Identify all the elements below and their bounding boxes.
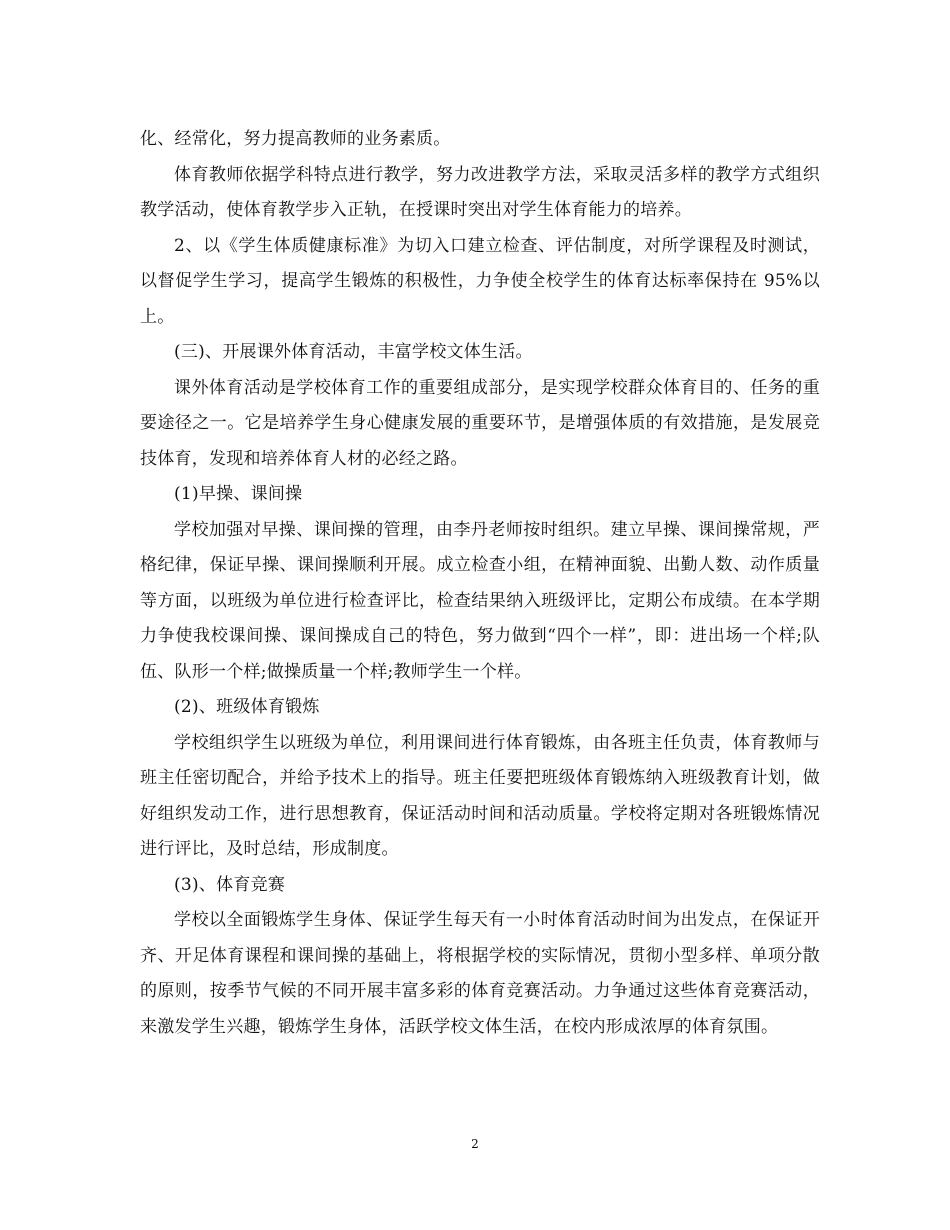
paragraph-3: 2、以《学生体质健康标准》为切入口建立检查、评估制度，对所学课程及时测试，以督促学生学习，提高学生锻炼的积极性，力争使全校学生的体育达标率保持在 95%以上。 bbox=[140, 235, 820, 327]
page-number: 2 bbox=[471, 1137, 479, 1151]
subheading-3: (3)、体育竞赛 bbox=[174, 874, 286, 895]
section-heading-3: (三)、开展课外体育活动，丰富学校文体生活。 bbox=[174, 342, 533, 362]
paragraph-9: 学校组织学生以班级为单位，利用课间进行体育锻炼，由各班主任负责，体育教师与班主任密切配合，并给予技术上的指导。班主任要把班级体育锻炼纳入班级教育计划，做好组织发动工作，进行思想教育，保证活动时间和活动质量。学校将定期对各班锻炼情况进行评比，及时总结，形成制度。 bbox=[140, 732, 820, 859]
paragraph-7: 学校加强对早操、课间操的管理，由李丹老师按时组织。建立早操、课间操常规，严格纪律，保证早操、课间操顺利开展。成立检查小组，在精神面貌、出勤人数、动作质量等方面，以班级为单位进行检查评比，检查结果纳入班级评比，定期公布成绩。在本学期力争使我校课间操、课间操成自己的特色，努力做到“四个一样”，即：进出场一个样;队伍、队形一个样;做操质量一个样;教师学生一个样。 bbox=[140, 519, 820, 682]
paragraph-2: 体育教师依据学科特点进行教学，努力改进教学方法，采取灵活多样的教学方式组织教学活动，使体育教学步入正轨，在授课时突出对学生体育能力的培养。 bbox=[140, 164, 820, 220]
paragraph-5: 课外体育活动是学校体育工作的重要组成部分，是实现学校群众体育目的、任务的重要途径之一。它是培养学生身心健康发展的重要环节，是增强体质的有效措施，是发展竞技体育，发现和培养体育人材的必经之路。 bbox=[140, 377, 820, 469]
document-body bbox=[140, 122, 820, 1045]
subheading-1: (1)早操、课间操 bbox=[174, 484, 303, 504]
paragraph-1: 化、经常化，努力提高教师的业务素质。 bbox=[140, 129, 451, 149]
paragraph-11: 学校以全面锻炼学生身体、保证学生每天有一小时体育活动时间为出发点，在保证开齐、开足体育课程和课间操的基础上，将根据学校的实际情况，贯彻小型多样、单项分散的原则，按季节气候的不同开展丰富多彩的体育竞赛活动。力争通过这些体育竞赛活动，来激发学生兴趣，锻炼学生身体，活跃学校文体生活，在校内形成浓厚的体育氛围。 bbox=[140, 910, 820, 1037]
subheading-2: (2)、班级体育锻炼 bbox=[174, 697, 320, 717]
